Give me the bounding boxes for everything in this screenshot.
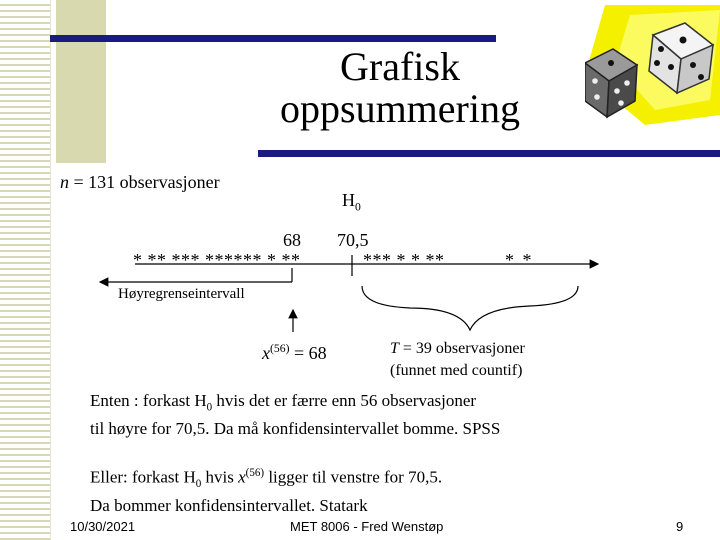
para1-sub: 0 bbox=[206, 401, 213, 414]
x56-sup: (56) bbox=[270, 342, 290, 355]
n-symbol: n bbox=[60, 172, 69, 192]
paragraph-eller-line-2: Da bommer konfidensintervallet. Statark bbox=[90, 496, 368, 516]
t-line-1 bbox=[390, 338, 525, 360]
axis-label-68: 68 bbox=[283, 230, 301, 250]
paragraph-eller bbox=[90, 462, 442, 517]
observation-marks-left: * ** *** ****** * ** bbox=[133, 250, 301, 270]
right-brace bbox=[362, 286, 578, 330]
t-statistic-text bbox=[390, 338, 525, 382]
paragraph-enten bbox=[90, 390, 500, 440]
para2-part-a: Eller: forkast H bbox=[90, 467, 196, 487]
footer-date: 10/30/2021 bbox=[70, 519, 136, 534]
interval-label: Høyregrenseintervall bbox=[118, 286, 245, 302]
title-line-1: Grafisk bbox=[340, 44, 460, 89]
paragraph-eller-line-1 bbox=[90, 462, 442, 495]
x56-rest: = 68 bbox=[289, 343, 327, 363]
footer-author: MET 8006 - Fred Wenstøp bbox=[290, 519, 444, 534]
para2-sup: (56) bbox=[245, 467, 265, 479]
para2-part-c: ligger til venstre for 70,5. bbox=[264, 467, 443, 487]
t-line-2: (funnet med countif) bbox=[390, 362, 523, 379]
t-value: = 39 observasjoner bbox=[398, 340, 525, 357]
h0-sub: 0 bbox=[355, 200, 361, 214]
paragraph-enten-line-2: til høyre for 70,5. Da må konfidensintervallet bomme. SPSS bbox=[90, 419, 501, 439]
title-line-2: oppsummering bbox=[280, 86, 520, 131]
axis-label-70-5: 70,5 bbox=[337, 230, 369, 250]
footer-page-number: 9 bbox=[676, 519, 684, 534]
t-symbol: T bbox=[390, 340, 399, 357]
para1-part-b: hvis det er færre enn 56 observasjoner bbox=[212, 391, 477, 410]
observation-marks-right: *** * * ** bbox=[363, 250, 445, 270]
para2-part-b: hvis bbox=[201, 467, 239, 487]
x56-symbol: x bbox=[262, 343, 270, 363]
para2-sub: 0 bbox=[195, 478, 202, 491]
para1-part-a: Enten : forkast H bbox=[90, 391, 207, 410]
para2-x-symbol: x bbox=[238, 467, 246, 487]
paragraph-enten-line-1 bbox=[90, 390, 500, 418]
n-value-text: = 131 observasjoner bbox=[69, 172, 220, 192]
observation-marks-far: * * bbox=[505, 250, 534, 270]
x56-equation bbox=[262, 342, 327, 364]
h0-base: H bbox=[342, 190, 355, 210]
